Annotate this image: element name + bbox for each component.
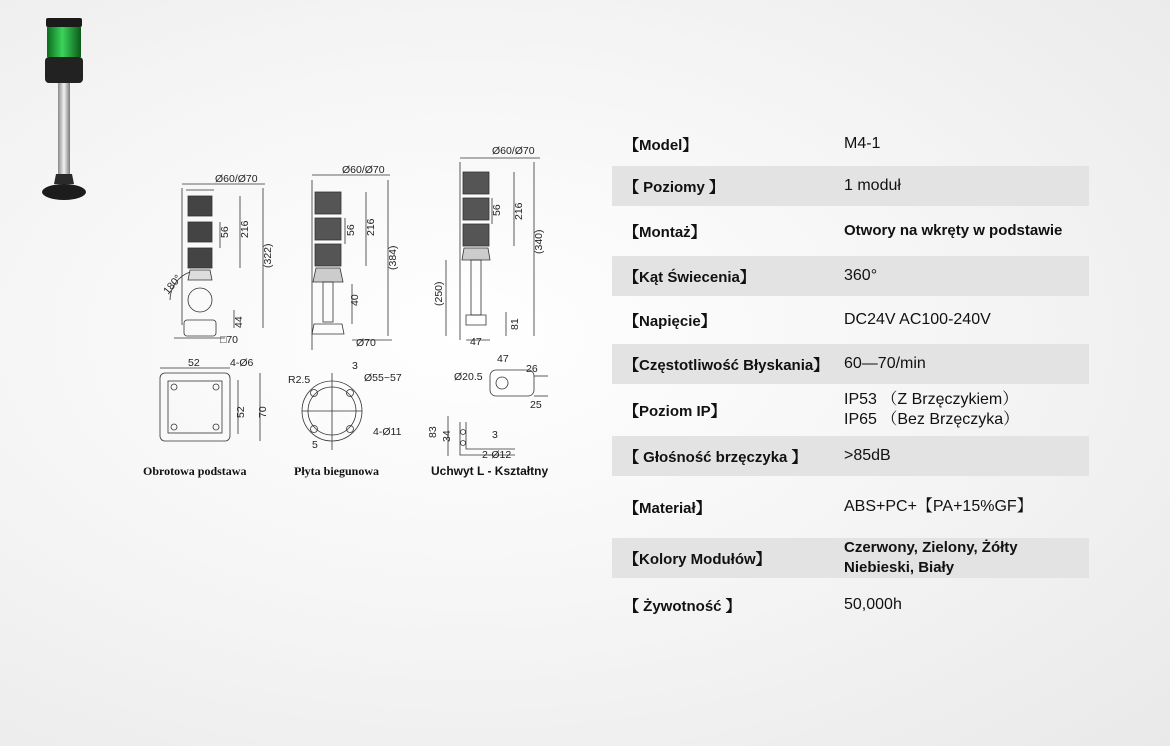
spec-row xyxy=(612,166,1089,206)
caption-l-bracket: Uchwyt L - Kształtny xyxy=(431,464,549,478)
dim-p1-outer: 70 xyxy=(257,406,269,418)
dim-d1-total: (322) xyxy=(262,243,274,268)
dim-d3-total: (340) xyxy=(533,229,545,254)
drawing-pole-base xyxy=(312,175,392,350)
dim-d2-total: (384) xyxy=(387,245,399,270)
dim-d2-module: 56 xyxy=(345,224,357,236)
spec-value-line: 1 moduł xyxy=(844,177,901,194)
spec-label: 【 Poziomy 】 xyxy=(624,178,725,196)
dim-d3-pole: (250) xyxy=(433,281,445,306)
spec-label: 【Model】 xyxy=(624,136,698,154)
dim-p2-gap: 5 xyxy=(312,439,318,451)
plan-swivel-base xyxy=(160,368,260,441)
dim-d3-module: 56 xyxy=(491,204,503,216)
dim-p3-hole: Ø20.5 xyxy=(454,371,483,383)
spec-value-line: Czerwony, Zielony, Żółty xyxy=(844,539,1018,556)
spec-value-line: >85dB xyxy=(844,447,891,464)
dim-d1-top: Ø60/Ø70 xyxy=(215,173,258,185)
dim-d1-square: □70 xyxy=(220,334,239,346)
spec-value xyxy=(844,354,1089,374)
dim-p3-h1: 25 xyxy=(530,399,542,411)
caption-pole-plate: Płyta biegunowa xyxy=(294,464,380,478)
dim-p1-holes: 4-Ø6 xyxy=(230,357,254,369)
dim-d2-base: Ø70 xyxy=(356,337,376,349)
dim-d3-height: 216 xyxy=(513,202,525,220)
dim-d1-base: 44 xyxy=(233,316,245,328)
spec-label: 【Montaż】 xyxy=(624,223,706,241)
dim-d2-top: Ø60/Ø70 xyxy=(342,164,385,176)
dim-p2-radius: R2.5 xyxy=(288,374,311,386)
dim-p3-h2: 83 xyxy=(427,426,439,438)
spec-label: 【Kolory Modułów】 xyxy=(624,550,771,568)
dim-p1-width: 52 xyxy=(188,357,200,369)
spec-row xyxy=(612,538,1089,578)
spec-row xyxy=(612,476,1089,538)
spec-value-line: M4-1 xyxy=(844,135,881,152)
spec-value xyxy=(844,595,1089,615)
spec-value xyxy=(844,221,1089,241)
spec-row xyxy=(612,256,1089,296)
dim-p2-holes: 4-Ø11 xyxy=(373,426,402,438)
dim-d3-top: Ø60/Ø70 xyxy=(492,145,535,157)
spec-value-line: IP65 （Bez Brzęczyka） xyxy=(844,411,1020,428)
spec-value-line: Otwory na wkręty w podstawie xyxy=(844,222,1063,239)
plan-pole-base xyxy=(302,373,362,450)
spec-row xyxy=(612,206,1089,256)
spec-value-line: ABS+PC+【PA+15%GF】 xyxy=(844,498,1033,515)
spec-value xyxy=(844,134,1089,154)
drawing-l-bracket xyxy=(446,158,540,340)
dim-d1-height: 216 xyxy=(239,220,251,238)
dim-d1-angle: 180° xyxy=(161,272,185,297)
dim-p1-depth: 52 xyxy=(235,406,247,418)
drawing-swivel-base xyxy=(170,184,265,338)
spec-value-line: 50,000h xyxy=(844,596,902,613)
spec-value-line: Niebieski, Biały xyxy=(844,559,955,576)
spec-value xyxy=(844,497,1089,517)
spec-value xyxy=(844,176,1089,196)
spec-value xyxy=(844,538,1089,578)
spec-value-line: 60—70/min xyxy=(844,355,926,372)
dim-d2-pole: 40 xyxy=(349,294,361,306)
caption-swivel-base: Obrotowa podstawa xyxy=(143,464,247,478)
spec-label: 【Częstotliwość Błyskania】 xyxy=(624,356,829,374)
spec-value xyxy=(844,266,1089,286)
spec-row xyxy=(612,344,1089,384)
dim-d3-width: 47 xyxy=(470,336,482,348)
spec-label: 【Poziom IP】 xyxy=(624,402,726,420)
dim-p2-dia: Ø55~57 xyxy=(364,372,402,384)
spec-row xyxy=(612,384,1089,436)
dim-p3-holes: 2-Ø12 xyxy=(482,449,512,461)
dim-p3-t: 3 xyxy=(492,429,498,441)
dim-p3-w2: 26 xyxy=(526,363,538,375)
dim-p3-h3: 34 xyxy=(441,430,453,442)
dim-d2-height: 216 xyxy=(365,218,377,236)
dim-p2-slot: 3 xyxy=(352,360,358,372)
spec-row xyxy=(612,122,1089,166)
spec-label: 【 Żywotność 】 xyxy=(624,597,741,615)
spec-value-line: IP53 （Z Brzęczykiem） xyxy=(844,391,1019,408)
spec-label: 【Kąt Świecenia】 xyxy=(624,268,755,286)
signal-tower-photo xyxy=(38,14,90,206)
spec-row xyxy=(612,436,1089,476)
dim-d1-module: 56 xyxy=(219,226,231,238)
spec-label: 【 Głośność brzęczyka 】 xyxy=(624,448,807,466)
spec-value-line: 360° xyxy=(844,267,878,284)
spec-row xyxy=(612,296,1089,344)
spec-label: 【Napięcie】 xyxy=(624,312,716,330)
spec-value xyxy=(844,390,1089,430)
dim-p3-w1: 47 xyxy=(497,353,509,365)
spec-value xyxy=(844,446,1089,466)
spec-row xyxy=(612,578,1089,632)
spec-value xyxy=(844,310,1089,330)
spec-table xyxy=(612,122,1089,632)
technical-drawings xyxy=(130,140,570,490)
spec-label: 【Materiał】 xyxy=(624,499,711,517)
spec-value-line: DC24V AC100-240V xyxy=(844,311,991,328)
dim-d3-base: 81 xyxy=(509,318,521,330)
